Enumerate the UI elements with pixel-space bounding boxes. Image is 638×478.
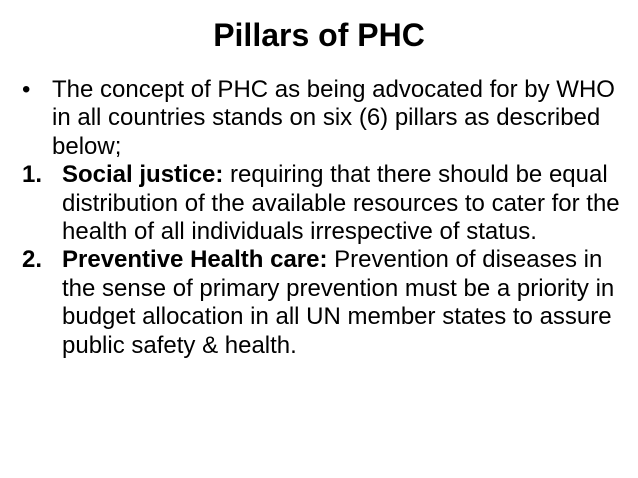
slide-body xyxy=(22,76,622,360)
intro-text: The concept of PHC as being advocated for by WHO in all countries stands on six (6) pillars as described below; xyxy=(52,76,615,160)
item-number: 1. xyxy=(22,161,43,189)
bullet-icon: • xyxy=(22,76,31,103)
pillar-item-social-justice xyxy=(22,161,622,246)
item-term: Preventive Health care: xyxy=(62,246,328,274)
item-content xyxy=(62,246,622,360)
intro-bullet-item xyxy=(22,76,622,161)
slide-title: Pillars of PHC xyxy=(213,17,425,53)
item-number: 2. xyxy=(22,246,43,274)
pillar-item-preventive-health-care xyxy=(22,246,622,360)
item-content xyxy=(62,161,622,246)
item-description: Prevention of diseases in the sense of primary prevention must be a priority in budget allocation in all UN member states to assure public safety & health. xyxy=(62,246,615,359)
item-description: requiring that there should be equal distribution of the available resources to cater for the health of all individuals irrespective of status. xyxy=(62,161,620,246)
item-term: Social justice: xyxy=(62,161,224,189)
